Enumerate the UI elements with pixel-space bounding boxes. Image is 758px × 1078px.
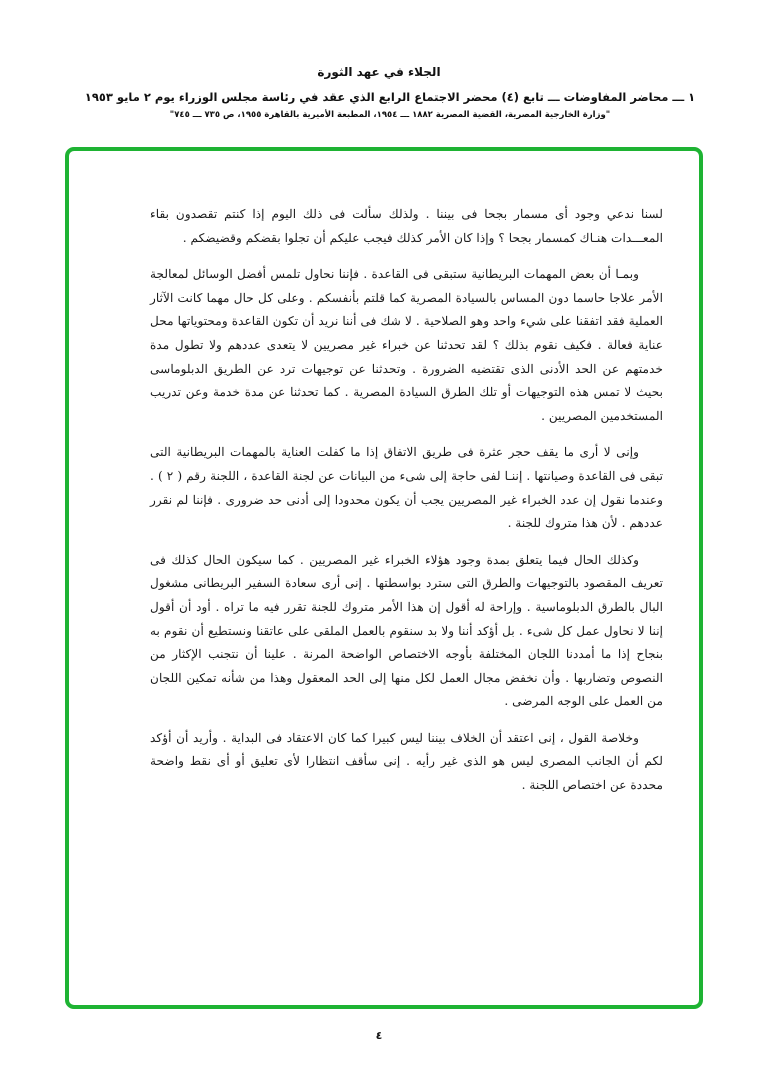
- book-title: الجلاء في عهد الثورة: [317, 65, 441, 79]
- paragraph-1: لسنا ندعي وجود أى مسمار بجحا فى بيننا . ولذلك سألت فى ذلك اليوم إذا كنتم تقصدون بقاء المعـــدات هنـاك كمسمار بجحا ؟ وإذا كان الأمر كذلك فيجب عليكم أن تجلوا بقضكم وقضيضكم .: [150, 207, 663, 245]
- document-subtitle: ١ ـــ محاضر المفاوضات ـــ تابع (٤) محضر الاجتماع الرابع الذي عقد في رئاسة مجلس الوزراء يوم ٢ مايو ١٩٥٣: [84, 90, 696, 104]
- source-citation: "وزارة الخارجية المصرية، القضية المصرية ١٨٨٢ ـــ ١٩٥٤، المطبعة الأميرية بالقاهرة ١٩٥٥، ص ٧٣٥ ـــ ٧٤٥": [169, 110, 611, 120]
- paragraph-5: وخلاصة القول ، إنى اعتقد أن الخلاف بيننا ليس كبيرا كما كان الاعتقاد فى البداية . وأريد أن أؤكد لكم أن الجانب المصرى ليس هو الذى غير رأيه . إنى سأقف انتظارا لأى تعليق أو أى نقط واضحة محددة عن اختصاص اللجنة .: [150, 730, 663, 793]
- paragraph-4: وكذلك الحال فيما يتعلق بمدة وجود هؤلاء الخبراء غير المصريين . كما سيكون الحال كذلك فى تعريف المقصود بالتوجيهات والطرق التى سترد بواسطتها . إنى أرى سعادة السفير البريطانى مشغول البال بالطرق الدبلوماسية . وإراحة له أقول إن هذا الأمر متروك للجنة تقرر فيه ما تراه . أود أن أقول إننا لا نحاول عمل كل شىء . بل أؤكد أننا ولا بد سنقوم بالعمل الملقى على عاتقنا ونستطيع أن نقوم به بنجاح إذا ما أمددنا اللجان المختلفة بأوجه الاختصاص الواضحة المرنة . علينا أن نتجنب الإكثار من النصوص وتضاربها . وأن نخفض مجال العمل لكل منها إلى الحد المعقول وهذا من شأنه تمكين اللجان من العمل على الوجه المرضى .: [150, 552, 663, 709]
- document-body: [150, 203, 663, 811]
- paragraph-3: وإنى لا أرى ما يقف حجر عثرة فى طريق الاتفاق إذا ما كفلت العناية بالمهمات البريطانية التى تبقى فى القاعدة وصيانتها . إننـا لفى حاجة إلى شىء من البيانات عن لجنة القاعدة ، اللجنة رقم ( ٢ ) . وعندما نقول إن عدد الخبراء غير المصريين يجب أن يكون محدودا إلى أدنى حد ضرورى . فإننا لم نقرر عددهم . لأن هذا متروك للجنة .: [150, 445, 663, 531]
- paragraph-2: وبمـا أن بعض المهمات البريطانية ستبقى فى القاعدة . فإننا نحاول تلمس أفضل الوسائل لمعالجة الأمر علاجا حاسما دون المساس بالسيادة المصرية كما قلتم بأنفسكم . وعلى كل حال مهما كانت الآثار العملية فقد اتفقنا على شيء واحد وهو الصلاحية . لا شك فى أننا نريد أن تكون القاعدة ومحتوياتها محل عناية فعالة . فكيف نقوم بذلك ؟ لقد تحدثنا عن خبراء غير مصريين لا يتعدى عددهم ولا تطول مدة خدمتهم عن الحد الأدنى الذى تقتضيه الضرورة . وتحدثنا عن توجيهات ترد عن الطريق الدبلوماسى بحيث لا تمس هذه التوجيهات أو تلك الطرق السيادة المصرية . كما تحدثنا عن مدة خدمة وعن تدريب المستخدمين المصريين .: [150, 267, 663, 423]
- page-number: ٤: [375, 1029, 383, 1042]
